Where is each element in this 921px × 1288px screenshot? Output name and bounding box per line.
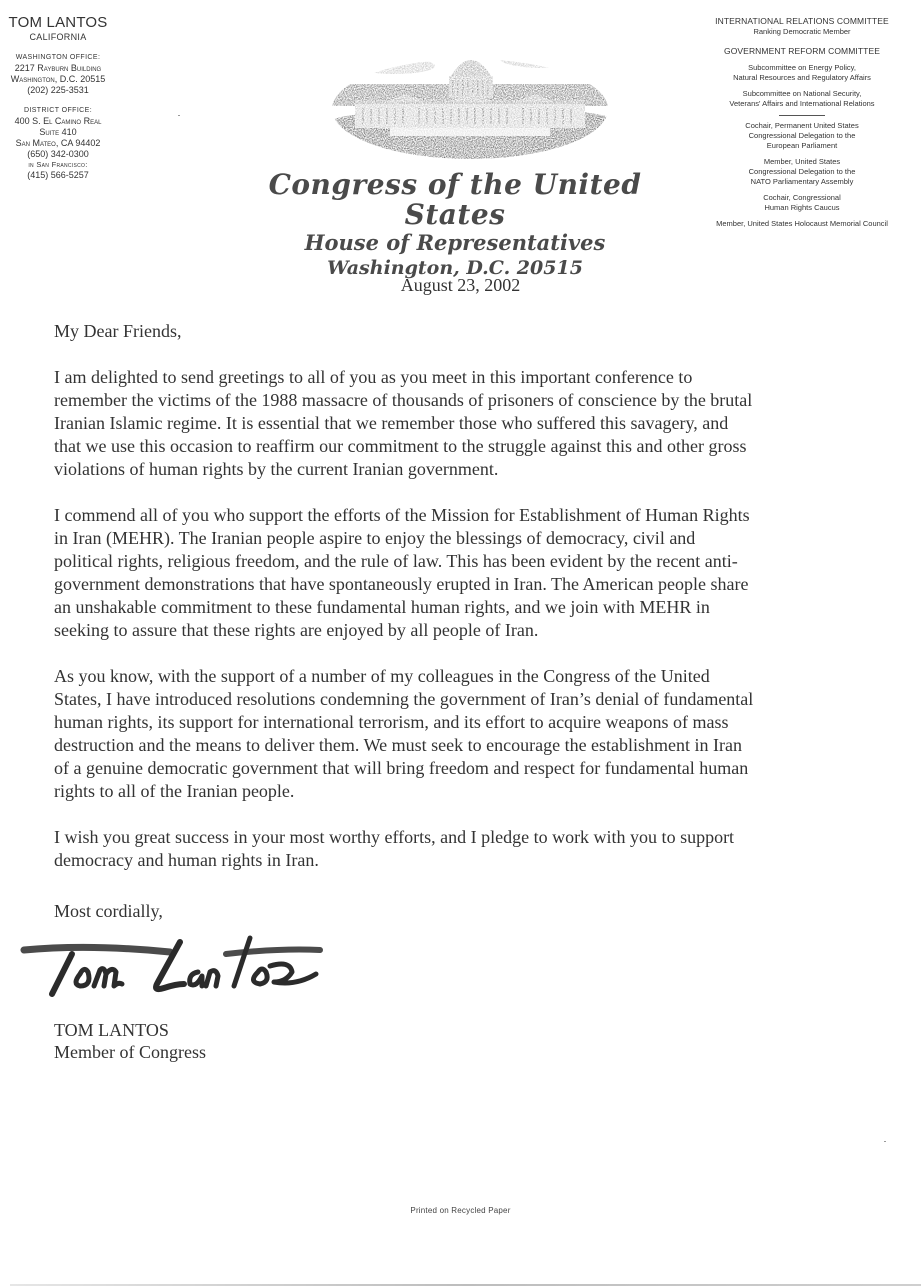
closing: Most cordially, — [54, 901, 163, 921]
paragraph-line: an unshakable commitment to these fundamental human rights, and we join with MEHR in — [54, 597, 710, 617]
member-state: CALIFORNIA — [29, 32, 87, 42]
masthead-house: House of Representatives — [304, 230, 606, 255]
paragraph-line: democracy and human rights in Iran. — [54, 850, 319, 870]
paragraph-line: seeking to assure that these rights are enjoyed by all people of Iran. — [54, 620, 539, 640]
district-office-suite: Suite 410 — [39, 127, 77, 137]
district-office-label: DISTRICT OFFICE: — [23, 107, 93, 114]
paragraph-3 — [54, 665, 854, 803]
scan-speck — [178, 115, 180, 116]
paragraph-line: rights to all of the Iranian people. — [54, 781, 295, 801]
cochair-human-rights-line2: Human Rights Caucus — [764, 203, 840, 212]
paragraph-line: I wish you great success in your most worthy efforts, and I pledge to work with you to support — [54, 827, 735, 847]
member-nato-line2: Congressional Delegation to the — [748, 167, 856, 176]
handwritten-signature — [20, 930, 330, 1000]
cochair-european-line2: Congressional Delegation to the — [748, 131, 856, 140]
paragraph-line: of a genuine democratic government that will bring freedom and respect for fundamental human — [54, 758, 749, 778]
paragraph-line: I commend all of you who support the efforts of the Mission for Establishment of Human Rights — [54, 505, 750, 525]
masthead-address: Washington, D.C. 20515 — [327, 257, 583, 279]
district-office-phone: (650) 342-0300 — [27, 149, 89, 159]
paragraph-line: remember the victims of the 1988 massacre of thousands of prisoners of conscience by the brutal — [54, 390, 753, 410]
masthead-congress: Congress of the United States — [268, 168, 642, 231]
washington-office-address: 2217 Rayburn Building — [14, 63, 102, 73]
subcommittee-energy-line2: Natural Resources and Regulatory Affairs — [733, 73, 871, 82]
san-francisco-label: in San Francisco: — [28, 160, 88, 169]
signer-name: TOM LANTOS — [54, 1020, 169, 1040]
letter-body — [54, 320, 854, 895]
paragraph-line: destruction and the means to deliver them. We must seek to encourage the establishment in Iran — [54, 735, 743, 755]
paragraph-line: that we use this occasion to reaffirm our commitment to the struggle against this and other gross — [54, 436, 747, 456]
committee-assignments — [696, 16, 908, 229]
district-office-city: San Mateo, CA 94402 — [15, 138, 101, 148]
subcommittee-security-line1: Subcommittee on National Security, — [742, 89, 862, 98]
washington-office-label: WASHINGTON OFFICE: — [15, 54, 101, 61]
member-nato-line1: Member, United States — [763, 157, 841, 166]
masthead — [240, 170, 670, 280]
paragraph-2 — [54, 504, 854, 642]
district-office-address: 400 S. El Camino Real — [14, 116, 102, 126]
recycled-paper-note: Printed on Recycled Paper — [410, 1206, 511, 1215]
subcommittee-security-line2: Veterans' Affairs and International Relations — [729, 99, 875, 108]
paragraph-line: in Iran (MEHR). The Iranian people aspire to enjoy the blessings of democracy, civil and — [54, 528, 696, 548]
paragraph-line: As you know, with the support of a number of my colleagues in the Congress of the United — [54, 666, 710, 686]
signer-block — [54, 1019, 206, 1063]
paragraph-line: political rights, religious freedom, and the rule of law. This has been evident by the recent anti- — [54, 551, 738, 571]
washington-office-city: Washington, D.C. 20515 — [10, 74, 106, 84]
capitol-building-engraving — [330, 14, 610, 159]
paragraph-line: I am delighted to send greetings to all of you as you meet in this important conference to — [54, 367, 693, 387]
paragraph-line: violations of human rights by the current Iranian government. — [54, 459, 499, 479]
committee-international-relations: INTERNATIONAL RELATIONS COMMITTEE — [715, 16, 889, 26]
page-bottom-edge — [10, 1284, 921, 1286]
member-nato-line3: NATO Parliamentary Assembly — [750, 177, 854, 186]
paragraph-line: States, I have introduced resolutions condemning the government of Iran’s denial of fundamental — [54, 689, 754, 709]
scan-speck — [884, 1141, 886, 1142]
paragraph-4 — [54, 826, 854, 872]
member-contact-block — [0, 14, 116, 181]
letter-date: August 23, 2002 — [400, 275, 521, 295]
committee-divider — [779, 115, 825, 116]
paragraph-line: human rights, its support for international terrorism, and its effort to acquire weapons of mass — [54, 712, 729, 732]
washington-office-phone: (202) 225-3531 — [27, 85, 89, 95]
salutation: My Dear Friends, — [54, 321, 182, 341]
holocaust-council: Member, United States Holocaust Memorial Council — [716, 219, 888, 228]
member-name: TOM LANTOS — [8, 14, 108, 31]
san-francisco-phone: (415) 566-5257 — [27, 170, 89, 180]
paragraph-line: Iranian Islamic regime. It is essential that we remember those who suffered this savagery, and — [54, 413, 729, 433]
cochair-human-rights-line1: Cochair, Congressional — [763, 193, 841, 202]
committee-international-relations-role: Ranking Democratic Member — [753, 27, 851, 36]
cochair-european-line3: European Parliament — [766, 141, 838, 150]
paragraph-line: government demonstrations that have spontaneously erupted in Iran. The American people share — [54, 574, 749, 594]
cochair-european-line1: Cochair, Permanent United States — [745, 121, 859, 130]
committee-government-reform: GOVERNMENT REFORM COMMITTEE — [723, 46, 880, 56]
subcommittee-energy-line1: Subcommittee on Energy Policy, — [748, 63, 856, 72]
paragraph-1 — [54, 366, 854, 481]
signer-title: Member of Congress — [54, 1042, 206, 1062]
